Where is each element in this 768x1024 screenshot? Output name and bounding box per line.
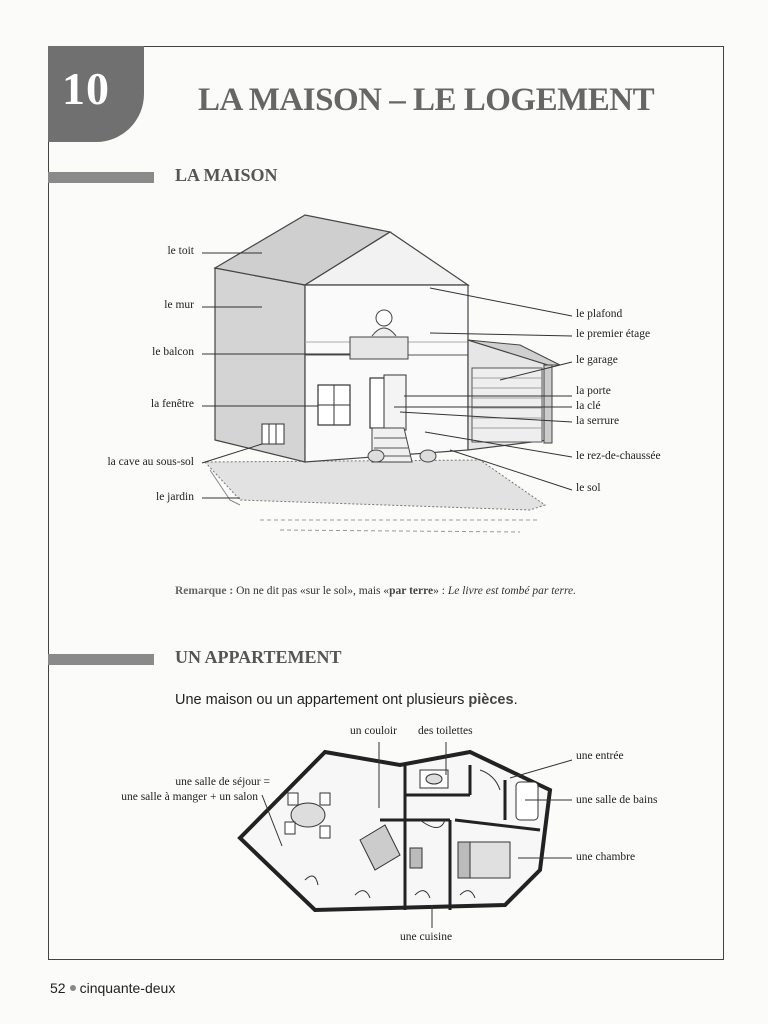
label-serrure: la serrure xyxy=(576,415,620,427)
label-balcon: le balcon xyxy=(152,346,194,358)
bullet-icon xyxy=(70,985,76,991)
label-salle-de-bains: une salle de bains xyxy=(576,794,658,806)
remark-wrong: sur le sol xyxy=(305,585,348,597)
page-footer xyxy=(50,980,175,996)
label-toilettes: des toilettes xyxy=(418,725,473,737)
intro-main: Une maison ou un appartement ont plusieurs xyxy=(175,692,465,708)
remark-text2: », mais « xyxy=(347,585,390,597)
page-word: cinquante-deux xyxy=(79,980,176,996)
label-garage: le garage xyxy=(576,354,618,366)
label-couloir: un couloir xyxy=(350,725,397,737)
chapter-number: 10 xyxy=(62,63,110,114)
section-title-maison: LA MAISON xyxy=(175,165,278,185)
label-sejour-1: une salle de séjour = xyxy=(175,776,270,788)
label-chambre: une chambre xyxy=(576,851,636,863)
label-rez-de-chaussee: le rez-de-chaussée xyxy=(576,450,661,462)
label-mur: le mur xyxy=(164,299,194,311)
remark-right: par terre xyxy=(389,585,434,597)
remark-text3: » : xyxy=(433,585,445,597)
label-porte: la porte xyxy=(576,385,611,397)
label-cle: la clé xyxy=(576,400,601,412)
label-jardin: le jardin xyxy=(156,491,194,503)
intro-bold: pièces xyxy=(468,692,514,708)
label-premier-etage: le premier étage xyxy=(576,328,651,340)
label-cuisine: une cuisine xyxy=(400,931,453,943)
label-toit: le toit xyxy=(167,245,194,257)
label-sol: le sol xyxy=(576,482,601,494)
label-fenetre: la fenêtre xyxy=(150,398,194,410)
label-cave: la cave au sous-sol xyxy=(107,456,194,468)
page-number: 52 xyxy=(50,980,66,996)
label-entree: une entrée xyxy=(576,750,624,762)
remark-example: Le livre est tombé par terre. xyxy=(447,585,577,597)
label-sejour-2: une salle à manger + un salon xyxy=(121,791,258,803)
section-title-appartement: UN APPARTEMENT xyxy=(175,647,342,667)
label-plafond: le plafond xyxy=(576,308,623,320)
remark-keyword: Remarque : xyxy=(175,585,234,597)
page-title: LA MAISON – LE LOGEMENT xyxy=(198,82,655,118)
intro-end: . xyxy=(513,692,518,708)
remark-text1: On ne dit pas « xyxy=(236,585,306,597)
